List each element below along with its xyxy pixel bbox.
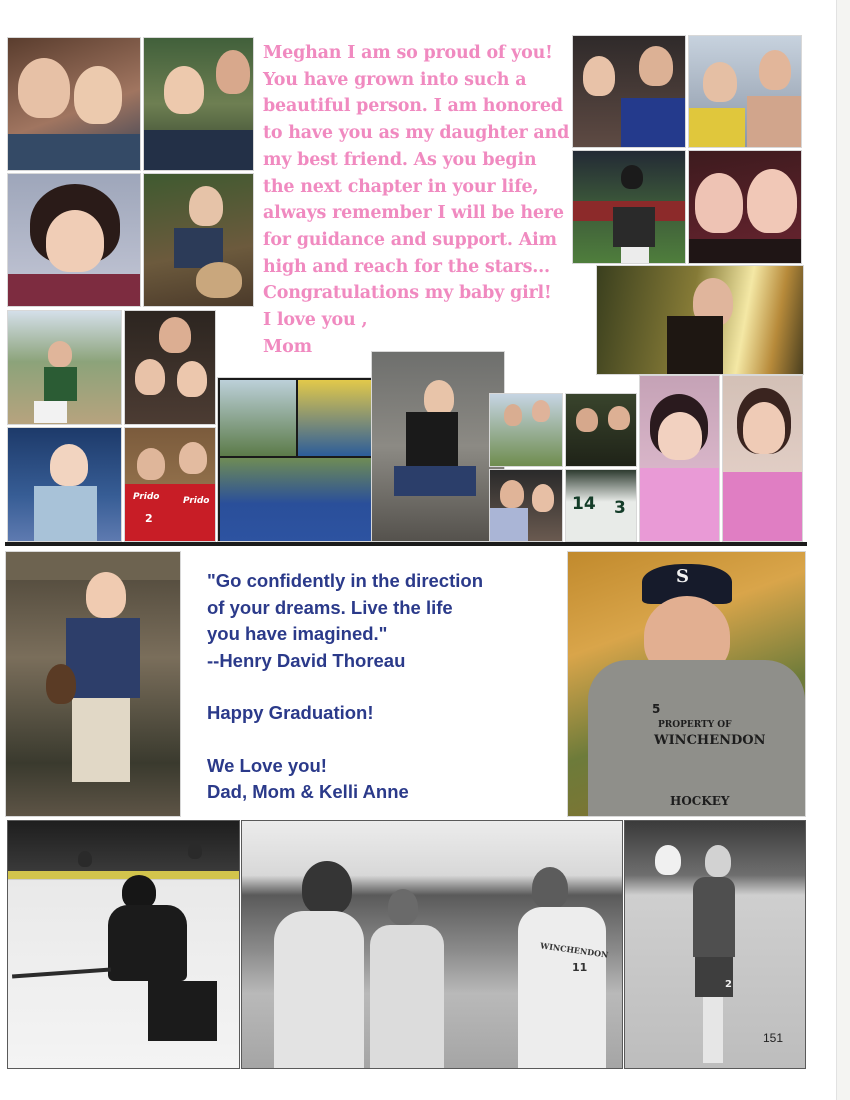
photo-girl-child-pink [639,375,720,542]
jersey-number: 2 [725,979,732,990]
letter-line: Mom [263,336,312,357]
letter-line: for guidance and support. Aim [263,229,557,250]
letter-to-meghan [263,40,568,360]
graduation-message [207,568,567,806]
letter-line: Congratulations my baby girl! [263,283,552,304]
letter-line: I love you , [263,310,368,331]
quote-line: you have imagined." [207,623,388,644]
quote-attribution: --Henry David Thoreau [207,649,406,671]
letter-line: Meghan I am so proud of you! [263,43,553,63]
photo-toddler-on-deck [5,551,181,817]
letter-line: to have you as my daughter and [263,123,570,144]
letter-line: You have grown into such a [263,69,527,90]
photo-couple-hoodie [489,469,563,542]
photo-hockey-player-on-ice [7,820,240,1069]
photo-girl-in-woods [596,265,804,375]
photo-baseball-players-bw [241,820,623,1069]
letter-line: high and reach for the stars... [263,256,550,277]
jersey-number: 11 [572,961,588,974]
photo-child-portrait [7,173,141,307]
jersey-text: Prido [183,496,210,506]
shirt-text: PROPERTY OF [658,720,732,730]
shirt-text: HOCKEY [670,794,730,808]
photo-girl-and-boy-in-cap [572,35,686,148]
quote-line: of your dreams. Live the life [207,596,453,618]
letter-line: my best friend. As you begin [263,149,537,170]
photo-two-girls-red-jerseys [124,427,216,542]
photo-girl-on-rocks [371,351,505,542]
page-number: 151 [763,1031,784,1045]
jersey-text: WINCHENDON [539,940,609,960]
signature: Dad, Mom & Kelli Anne [207,781,409,802]
section-divider [5,542,807,546]
letter-line: always remember I will be here [263,203,564,224]
closing: We Love you! [207,754,327,776]
photo-girl-and-man-sunglasses [688,35,802,148]
photo-hockey-jerseys [565,469,637,542]
photo-two-girls-closeup [7,37,141,171]
spacer [207,727,567,753]
photo-child-baseball [572,150,686,264]
photo-two-girls-silly [688,150,802,264]
jersey-number: 3 [614,498,626,518]
photo-baby-in-dress [7,427,122,542]
photo-girl-with-dog [143,173,254,307]
jersey-text: Prido [133,492,160,502]
jersey-number: 14 [572,494,596,514]
greeting: Happy Graduation! [207,702,374,723]
spacer [207,674,567,700]
photo-softball-swing [7,310,122,425]
photo-girl-and-man [143,37,254,171]
photo-young-man-hockey-shirt [567,551,806,817]
shirt-text: WINCHENDON [654,733,766,748]
jersey-number: 2 [145,512,153,525]
photo-girl-pink-shirt [722,375,803,542]
photo-two-guys-hats [565,393,637,467]
photo-three-friends [124,310,216,425]
letter-line: beautiful person. I am honored [263,96,563,117]
quote-line: "Go confidently in the direction [207,570,484,591]
letter-line: the next chapter in your life, [263,176,539,197]
photo-girls-jumping [489,393,563,467]
photo-softball-team-collage [217,377,378,542]
cap-logo: S [676,566,689,587]
shirt-number: 5 [652,702,661,716]
